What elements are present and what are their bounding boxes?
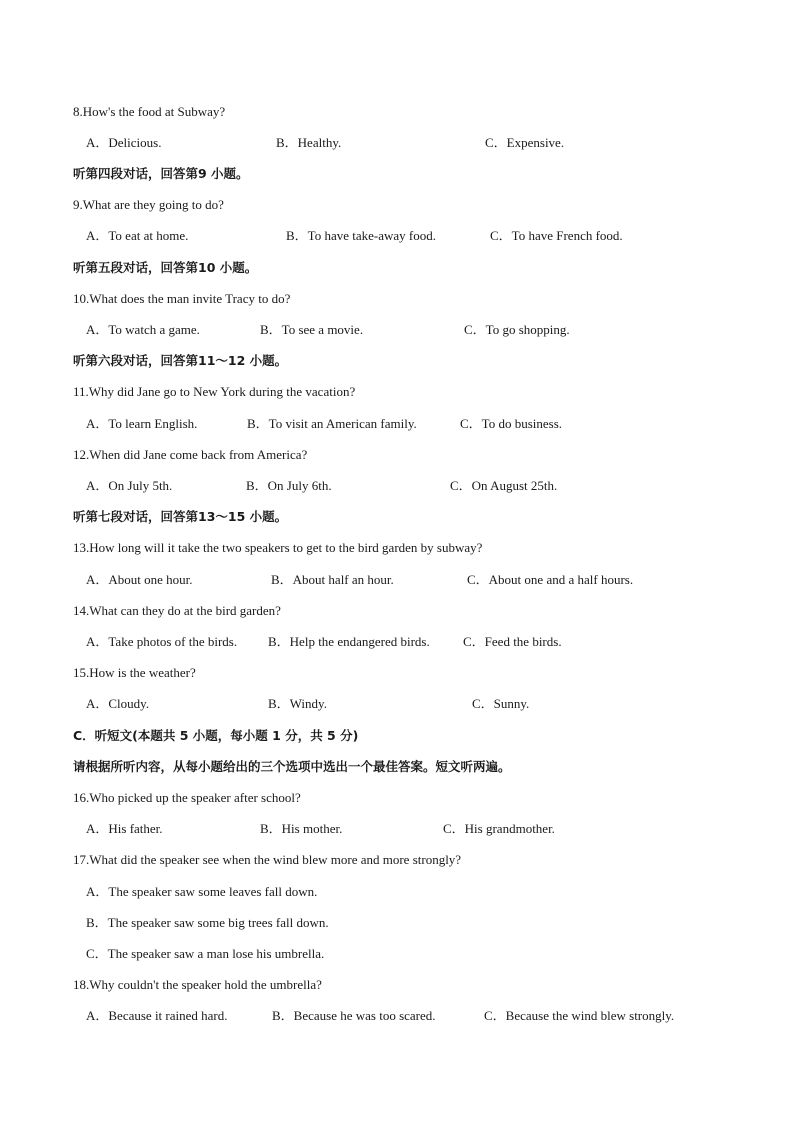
section-heading: 听第五段对话，回答第10 小题。 xyxy=(73,260,258,275)
option-11a: A．To learn English. xyxy=(86,416,198,431)
option-17b: B．The speaker saw some big trees fall down. xyxy=(86,915,329,930)
section-heading: 听第四段对话，回答第9 小题。 xyxy=(73,166,249,181)
option-15b: B．Windy. xyxy=(268,696,327,711)
option-17c: C．The speaker saw a man lose his umbrella. xyxy=(86,946,325,961)
option-15a: A．Cloudy. xyxy=(86,696,150,711)
option-13b: B．About half an hour. xyxy=(271,572,394,587)
option-10a: A．To watch a game. xyxy=(86,322,200,337)
option-11b: B．To visit an American family. xyxy=(247,416,417,431)
option-16a: A．His father. xyxy=(86,821,163,836)
question-9: 9.What are they going to do? xyxy=(73,197,224,212)
option-10c: C．To go shopping. xyxy=(464,322,570,337)
option-8c: C．Expensive. xyxy=(485,135,565,150)
question-17: 17.What did the speaker see when the wind blew more and more strongly? xyxy=(73,852,462,867)
section-heading: C．听短文(本题共 5 小题，每小题 1 分，共 5 分) xyxy=(73,728,359,743)
option-14b: B．Help the endangered birds. xyxy=(268,634,430,649)
section-instructions: 请根据所听内容，从每小题给出的三个选项中选出一个最佳答案。短文听两遍。 xyxy=(73,759,511,774)
option-18a: A．Because it rained hard. xyxy=(86,1008,228,1023)
option-12c: C．On August 25th. xyxy=(450,478,558,493)
option-9c: C．To have French food. xyxy=(490,228,623,243)
option-13a: A．About one hour. xyxy=(86,572,193,587)
option-13c: C．About one and a half hours. xyxy=(467,572,634,587)
question-14: 14.What can they do at the bird garden? xyxy=(73,603,281,618)
question-11: 11.Why did Jane go to New York during the vacation? xyxy=(73,384,356,399)
question-15: 15.How is the weather? xyxy=(73,665,196,680)
option-10b: B．To see a movie. xyxy=(260,322,364,337)
option-16b: B．His mother. xyxy=(260,821,343,836)
option-8b: B．Healthy. xyxy=(276,135,342,150)
option-18c: C．Because the wind blew strongly. xyxy=(484,1008,675,1023)
option-16c: C．His grandmother. xyxy=(443,821,555,836)
question-16: 16.Who picked up the speaker after school? xyxy=(73,790,301,805)
question-18: 18.Why couldn't the speaker hold the umbrella? xyxy=(73,977,322,992)
option-15c: C．Sunny. xyxy=(472,696,530,711)
option-9a: A．To eat at home. xyxy=(86,228,189,243)
option-11c: C．To do business. xyxy=(460,416,563,431)
option-8a: A．Delicious. xyxy=(86,135,162,150)
question-12: 12.When did Jane come back from America? xyxy=(73,447,308,462)
question-8: 8.How's the food at Subway? xyxy=(73,104,226,119)
option-14a: A．Take photos of the birds. xyxy=(86,634,238,649)
option-18b: B．Because he was too scared. xyxy=(272,1008,436,1023)
section-heading: 听第六段对话，回答第11～12 小题。 xyxy=(73,353,288,368)
option-12a: A．On July 5th. xyxy=(86,478,173,493)
option-14c: C．Feed the birds. xyxy=(463,634,562,649)
option-12b: B．On July 6th. xyxy=(246,478,332,493)
question-10: 10.What does the man invite Tracy to do? xyxy=(73,291,291,306)
question-13: 13.How long will it take the two speakers to get to the bird garden by subway? xyxy=(73,540,483,555)
option-17a: A．The speaker saw some leaves fall down. xyxy=(86,884,318,899)
option-9b: B．To have take-away food. xyxy=(286,228,436,243)
section-heading: 听第七段对话，回答第13～15 小题。 xyxy=(73,509,288,524)
